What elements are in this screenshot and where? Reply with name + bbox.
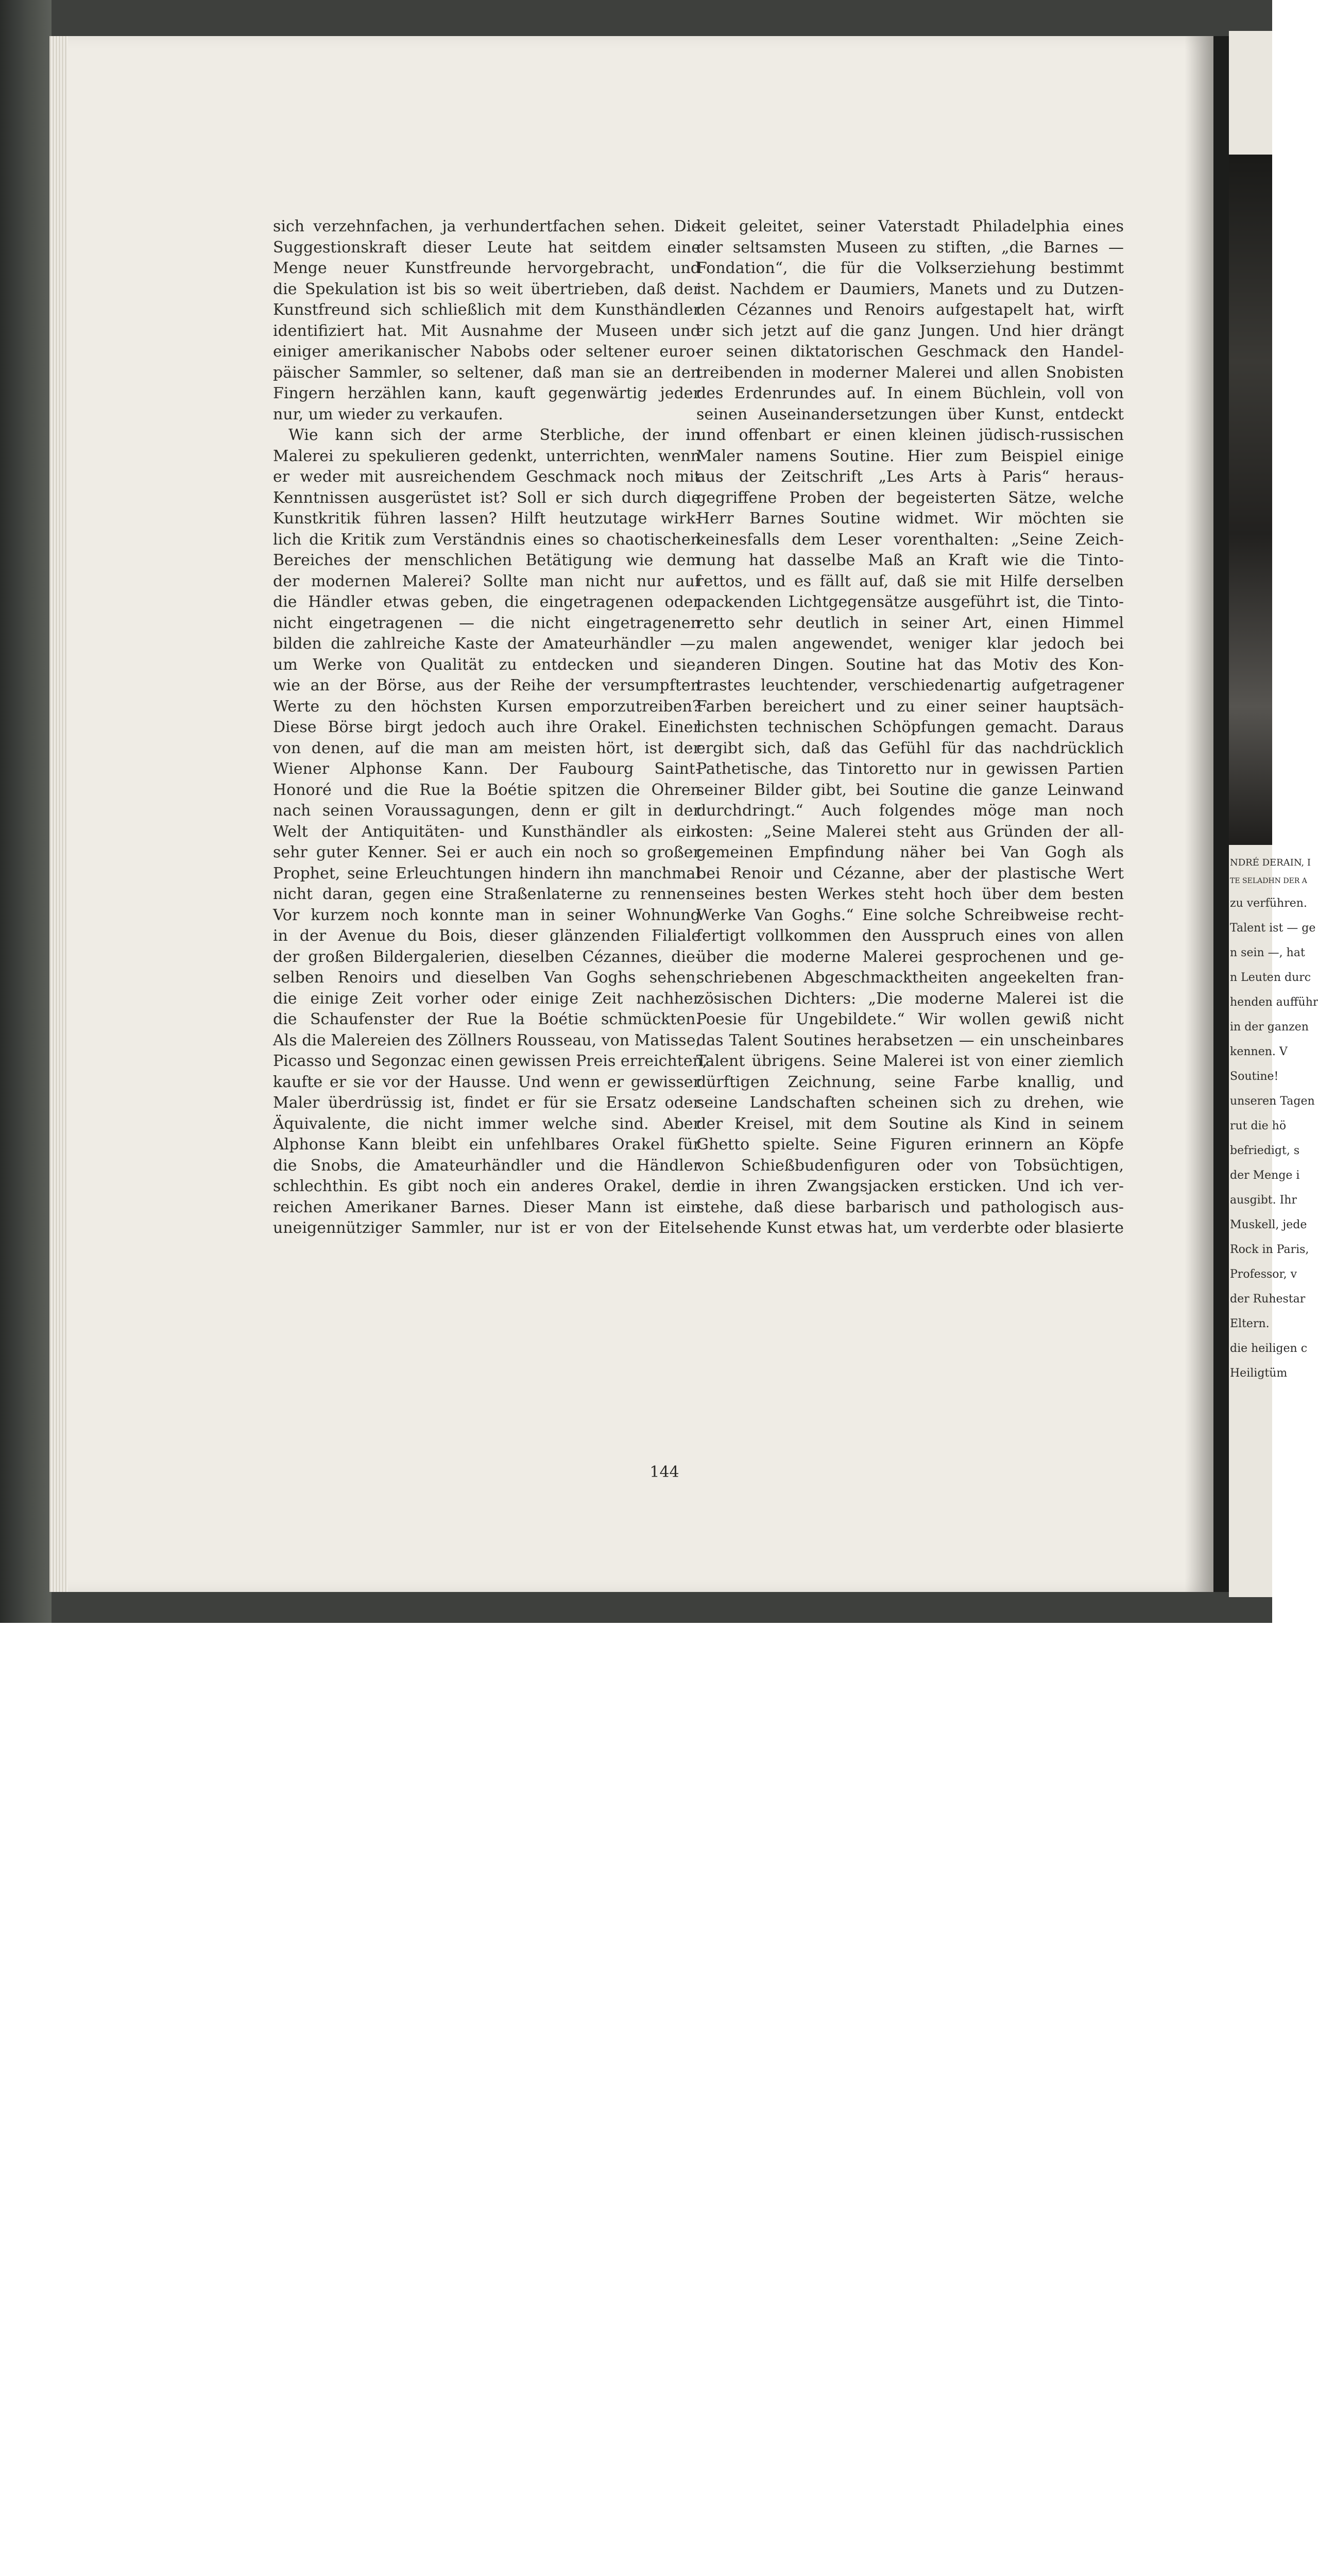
text-line: lich die Kritik zum Verständnis eines so chaotischen (273, 530, 700, 549)
text-line: er sich jetzt auf die ganz Jungen. Und hier drängt (696, 321, 1124, 340)
text-line: nach seinen Voraussagungen, denn er gilt in der (273, 802, 700, 820)
text-line: kaufte er sie vor der Hausse. Und wenn er gewisser (273, 1073, 700, 1091)
text-line: in der Avenue du Bois, dieser glänzenden Filiale (273, 927, 700, 945)
text-line: Malerei zu spekulieren gedenkt, unterrichten, wenn (273, 447, 700, 465)
facing-text-line: Talent ist — ge (1230, 922, 1316, 935)
text-line: Werke Van Goghs.“ Eine solche Schreibweise recht- (696, 906, 1124, 924)
text-line: Kunstfreund sich schließlich mit dem Kunsthändler (273, 301, 700, 319)
text-line: über die moderne Malerei gesprochenen und ge- (696, 947, 1124, 966)
text-line: seines besten Werkes steht hoch über dem besten (696, 885, 1124, 903)
text-line: Prophet, seine Erleuchtungen hindern ihn manchmal (273, 864, 700, 883)
text-line: bilden die zahlreiche Kaste der Amateurhändler —, (273, 635, 700, 653)
text-line: dürftigen Zeichnung, seine Farbe knallig, und (696, 1073, 1124, 1091)
text-line: keit geleitet, seiner Vaterstadt Philadelphia eines (696, 217, 1124, 235)
text-line: sehende Kunst etwas hat, um verderbte oder blasierte (696, 1219, 1124, 1237)
text-line: die in ihren Zwangsjacken ersticken. Und ich ver- (696, 1177, 1124, 1195)
facing-text-line: die heiligen c (1230, 1342, 1308, 1355)
text-column-right (696, 216, 1124, 1239)
text-line: Picasso und Segonzac einen gewissen Preis erreichten, (273, 1052, 708, 1070)
text-line: Werte zu den höchsten Kursen emporzutreiben? (273, 697, 700, 716)
text-line: schriebenen Abgeschmacktheiten angeekelten fran- (696, 969, 1124, 987)
facing-caption-line: TE SELADHN DER A (1230, 877, 1307, 885)
text-line: er seinen diktatorischen Geschmack den Handel- (696, 343, 1124, 361)
facing-text-line: n Leuten durc (1230, 971, 1311, 984)
text-line: rettos, und es fällt auf, daß sie mit Hilfe derselben (696, 572, 1124, 590)
facing-text-line: unseren Tagen (1230, 1095, 1315, 1108)
text-line: von denen, auf die man am meisten hört, ist der (273, 739, 700, 757)
text-line: Diese Börse birgt jedoch auch ihre Orakel. Einer (273, 718, 700, 736)
text-line: kosten: „Seine Malerei steht aus Gründen der all- (696, 822, 1124, 841)
text-line: von Schießbudenfiguren oder von Tobsüchtigen, (696, 1156, 1124, 1175)
facing-text-line: rut die hö (1230, 1120, 1287, 1132)
text-line: uneigennütziger Sammler, nur ist er von der Eitel- (273, 1219, 700, 1237)
text-line: Als die Malereien des Zöllners Rousseau, von Matisse, (273, 1031, 700, 1049)
text-line: den Cézannes und Renoirs aufgestapelt hat, wirft (696, 301, 1124, 319)
facing-text-line: Eltern. (1230, 1317, 1270, 1330)
text-line: zösischen Dichters: „Die moderne Malerei ist die (696, 989, 1124, 1008)
facing-page-text (1230, 855, 1318, 1386)
text-line: Poesie für Ungebildete.“ Wir wollen gewiß nicht (696, 1010, 1124, 1028)
facing-text-line: n sein —, hat (1230, 946, 1305, 959)
facing-text-line: henden aufführ (1230, 996, 1318, 1009)
text-line: des Erdenrundes auf. In einem Büchlein, voll von (696, 384, 1124, 402)
text-line: seiner Bilder gibt, bei Soutine die ganze Leinwand (696, 781, 1124, 799)
text-line: identifiziert hat. Mit Ausnahme der Museen und (273, 321, 700, 340)
text-line: die Händler etwas geben, die eingetragenen oder (273, 593, 700, 611)
text-line: Pathetische, das Tintoretto nur in gewissen Partien (696, 760, 1124, 778)
text-line: Alphonse Kann bleibt ein unfehlbares Orakel für (273, 1136, 700, 1154)
text-line: das Talent Soutines herabsetzen — ein unscheinbares (696, 1031, 1124, 1049)
facing-text-line: kennen. V (1230, 1045, 1288, 1058)
text-line: durchdringt.“ Auch folgendes möge man noch (696, 802, 1124, 820)
facing-caption-line: NDRÉ DERAIN, I (1230, 857, 1311, 868)
text-line: stehe, daß diese barbarisch und pathologisch aus- (696, 1198, 1124, 1216)
text-line: Farben bereichert und zu einer seiner hauptsäch- (696, 697, 1124, 716)
text-line: seine Landschaften scheinen sich zu drehen, wie (696, 1094, 1124, 1112)
facing-text-line: Muskell, jede (1230, 1218, 1307, 1231)
text-line: Äquivalente, die nicht immer welche sind. Aber (273, 1114, 700, 1133)
text-line: wie an der Börse, aus der Reihe der versumpften (273, 676, 700, 694)
facing-text-line: Heiligtüm (1230, 1367, 1288, 1380)
text-line: zu malen angewendet, weniger klar jedoch bei (696, 635, 1124, 653)
text-line: der seltsamsten Museen zu stiften, „die Barnes — (696, 238, 1124, 257)
text-line: aus der Zeitschrift „Les Arts à Paris“ heraus- (696, 468, 1124, 486)
text-line: trastes leuchtender, verschiedenartig aufgetragener (696, 676, 1124, 694)
text-line: einiger amerikanischer Nabobs oder seltener euro- (273, 343, 700, 361)
text-line: Menge neuer Kunstfreunde hervorgebracht, und (273, 259, 700, 277)
text-line: Herr Barnes Soutine widmet. Wir möchten sie (696, 510, 1124, 528)
facing-text-line: Rock in Paris, (1230, 1243, 1309, 1256)
text-line: reichen Amerikaner Barnes. Dieser Mann ist ein (273, 1198, 700, 1216)
text-line: Wiener Alphonse Kann. Der Faubourg Saint- (273, 760, 700, 778)
text-column-left (273, 216, 708, 1239)
text-line: Wie kann sich der arme Sterbliche, der in (288, 426, 700, 444)
text-line: lichsten technischen Schöpfungen gemacht. Daraus (696, 718, 1124, 736)
text-line: Honoré und die Rue la Boétie spitzen die Ohren (273, 781, 700, 799)
facing-text-line: befriedigt, s (1230, 1144, 1300, 1157)
text-line: und offenbart er einen kleinen jüdisch-russischen (696, 426, 1124, 444)
text-line: Ghetto spielte. Seine Figuren erinnern an Köpfe (696, 1136, 1124, 1154)
text-line: die Spekulation ist bis so weit übertrieben, daß der (273, 280, 700, 298)
text-line: gegriffene Proben der begeisterten Sätze, welche (696, 488, 1124, 507)
text-line: Fingern herzählen kann, kauft gegenwärtig jeder (273, 384, 700, 402)
gutter-shadow (1185, 36, 1213, 1592)
text-line: nicht eingetragenen — die nicht eingetragenen (273, 614, 700, 632)
page-edge (49, 36, 68, 1592)
text-line: der modernen Malerei? Sollte man nicht nur auf (273, 572, 700, 590)
text-line: Welt der Antiquitäten- und Kunsthändler als ein (273, 822, 700, 841)
text-line: Kenntnissen ausgerüstet ist? Soll er sich durch die (273, 488, 700, 507)
book-spine-right (1213, 36, 1229, 1592)
facing-text-line: der Menge i (1230, 1169, 1300, 1182)
text-line: nur, um wieder zu verkaufen. (273, 405, 503, 423)
text-line: Talent übrigens. Seine Malerei ist von einer ziemlich (696, 1052, 1124, 1070)
text-line: Vor kurzem noch konnte man in seiner Wohnung (273, 906, 700, 924)
text-line: die Snobs, die Amateurhändler und die Händler (273, 1156, 700, 1175)
text-line: Fondation“, die für die Volkserziehung bestimmt (696, 259, 1124, 277)
facing-text-line: in der ganzen (1230, 1021, 1309, 1033)
text-line: treibenden in moderner Malerei und allen Snobisten (696, 363, 1124, 382)
book-spine-left (0, 0, 52, 1623)
facing-text-line: Soutine! (1230, 1070, 1279, 1083)
text-line: ergibt sich, daß das Gefühl für das nachdrücklich (696, 739, 1124, 757)
text-line: sich verzehnfachen, ja verhundertfachen sehen. Die (273, 217, 700, 235)
text-line: die Schaufenster der Rue la Boétie schmückten. (273, 1010, 700, 1028)
page-number: 144 (649, 1463, 679, 1481)
text-line: Maler überdrüssig ist, findet er für sie Ersatz oder (273, 1094, 700, 1112)
text-line: um Werke von Qualität zu entdecken und sie, (273, 655, 700, 674)
text-line: schlechthin. Es gibt noch ein anderes Orakel, den (273, 1177, 700, 1195)
text-line: anderen Dingen. Soutine hat das Motiv des Kon- (696, 655, 1124, 674)
text-line: er weder mit ausreichendem Geschmack noch mit (273, 468, 700, 486)
text-line: nicht daran, gegen eine Straßenlaterne zu rennen. (273, 885, 700, 903)
text-line: die einige Zeit vorher oder einige Zeit nachher (273, 989, 700, 1008)
text-line: Bereiches der menschlichen Betätigung wie dem (273, 551, 700, 569)
text-line: seinen Auseinandersetzungen über Kunst, entdeckt (696, 405, 1124, 423)
text-line: der Kreisel, mit dem Soutine als Kind in seinem (696, 1114, 1124, 1133)
facing-page (1229, 31, 1318, 1597)
text-line: retto sehr deutlich in seiner Art, einen Himmel (696, 614, 1124, 632)
text-line: bei Renoir und Cézanne, aber der plastische Wert (696, 864, 1124, 883)
text-line: packenden Lichtgegensätze ausgeführt ist, die Tinto- (696, 593, 1124, 611)
text-line: nung hat dasselbe Maß an Kraft wie die Tinto- (696, 551, 1124, 569)
text-line: selben Renoirs und dieselben Van Goghs sehen, (273, 969, 700, 987)
text-line: päischer Sammler, so seltener, daß man sie an den (273, 363, 700, 382)
text-line: der großen Bildergalerien, dieselben Cézannes, die- (273, 947, 700, 966)
text-line: ist. Nachdem er Daumiers, Manets und zu Dutzen- (696, 280, 1124, 298)
facing-text-line: ausgibt. Ihr (1230, 1194, 1297, 1207)
text-line: keinesfalls dem Leser vorenthalten: „Seine Zeich- (696, 530, 1124, 549)
facing-page-photo (1229, 155, 1272, 845)
text-line: Kunstkritik führen lassen? Hilft heutzutage wirk- (273, 510, 700, 528)
facing-text-line: der Ruhestar (1230, 1293, 1306, 1306)
text-line: Suggestionskraft dieser Leute hat seitdem eine (273, 238, 700, 257)
viewer-footer (0, 1623, 1272, 1719)
text-line: fertigt vollkommen den Ausspruch eines von allen (696, 927, 1124, 945)
facing-text-line: zu verführen. (1230, 897, 1307, 910)
text-line: gemeinen Empfindung näher bei Van Gogh als (696, 843, 1124, 861)
text-line: sehr guter Kenner. Sei er auch ein noch so großer (273, 843, 700, 861)
facing-text-line: Professor, v (1230, 1268, 1297, 1281)
text-line: Maler namens Soutine. Hier zum Beispiel einige (696, 447, 1124, 465)
